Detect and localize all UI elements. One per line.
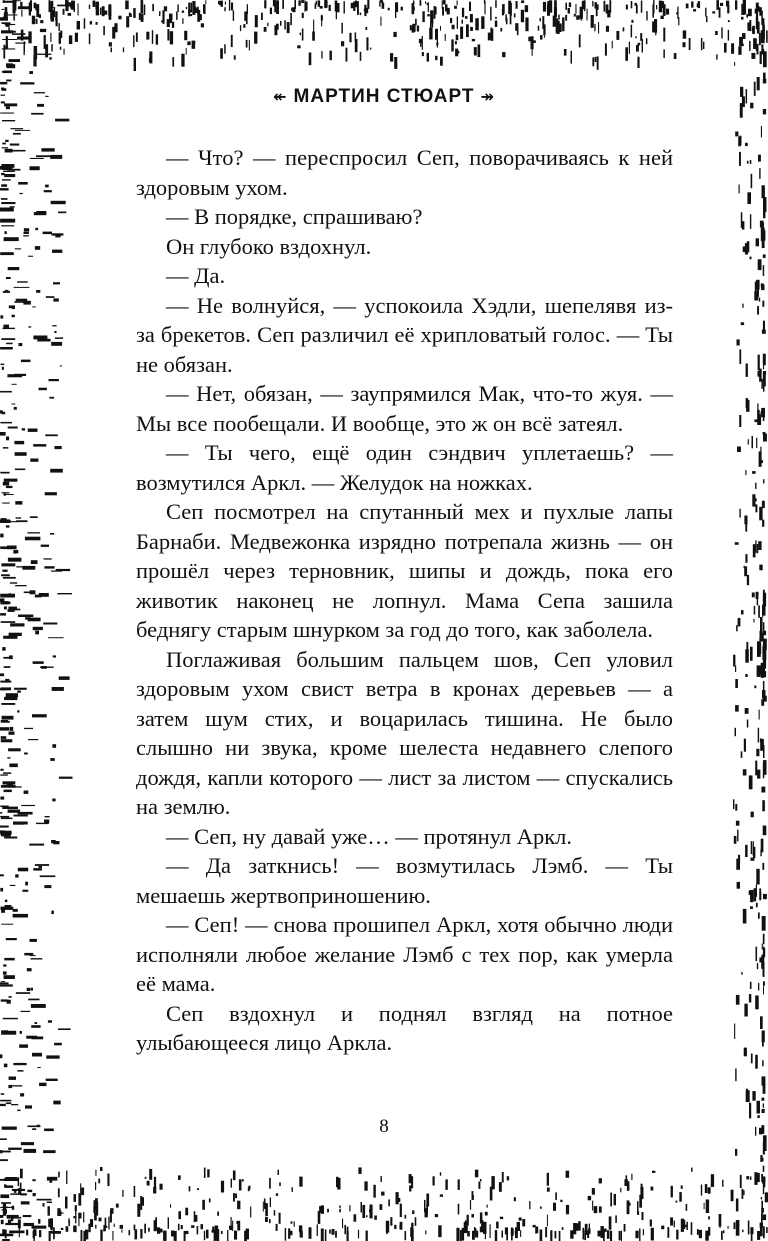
paragraph: — Да заткнись! — возмутилась Лэмб. — Ты мешаешь жертвоприношению. [136,853,673,908]
paragraph: Сеп вздохнул и поднял взгляд на потное улыбающееся лицо Аркла. [136,1000,673,1055]
paragraph: Сеп посмотрел на спутанный мех и пухлые лапы Барнаби. Медвежонка изрядно потрепала жизнь — он прошёл через терновник, шипы и дождь, пока его животик наконец не лопнул. Мама Сепа зашила беднягу старым шнурком за год до того, как заболела. [136,499,673,642]
paragraph: — Нет, обязан, — заупрямился Мак, что-то жуя. — Мы все пообещали. И вообще, это ж он всё затеял. [136,381,673,436]
running-header [0,86,768,108]
page-number: 8 [379,1116,389,1137]
ornament-right-icon: ↠ [480,89,495,106]
paragraph: — Что? — переспросил Сеп, поворачиваясь к ней здоровым ухом. [136,145,673,200]
author-name: МАРТИН СТЮАРТ [293,86,475,107]
paragraph: Поглаживая большим пальцем шов, Сеп уловил здоровым ухом свист ветра в кронах деревьев — а затем шум стих, и воцарилась тишина. Не было слышно ни звука, кроме шелеста недавнего слепого дождя, капли которого — лист за листом — спускались на землю. [136,646,673,819]
paragraph: — Не волнуйся, — успокоила Хэдли, шепелявя из-за брекетов. Сеп различил её хрипловатый голос. — Ты не обязан. [136,292,673,377]
body-text [136,143,673,1058]
paragraph: — Ты чего, ещё один сэндвич уплетаешь? — возмутился Аркл. — Желудок на ножках. [136,440,673,495]
paragraph: — Сеп, ну давай уже… — протянул Аркл. [166,823,573,849]
paragraph: — Да. [166,263,226,288]
paragraph: Он глубоко вздохнул. [166,233,372,259]
paragraph: — В порядке, спрашиваю? [166,204,423,229]
paragraph: — Сеп! — снова прошипел Аркл, хотя обычно люди исполняли любое желание Лэмб с тех пор, как умерла её мама. [136,912,673,996]
ornament-left-icon: ↞ [273,89,288,106]
